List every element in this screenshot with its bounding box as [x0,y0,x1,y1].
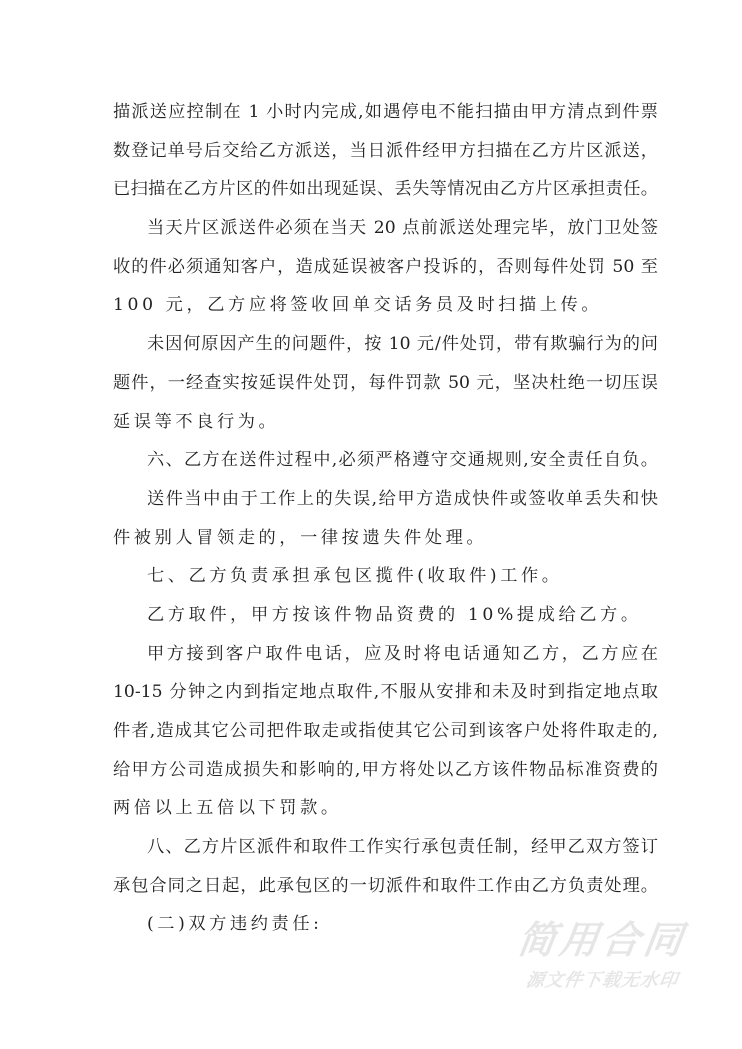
text-line: 收的件必须通知客户，造成延误被客户投诉的，否则每件处罚 50 至 [113,256,658,277]
text-line: 100 元，乙方应将签收回单交话务员及时扫描上传。 [113,295,603,316]
text-line: 当天片区派送件必须在当天 20 点前派送处理完毕，放门卫处签 [147,218,658,239]
section-heading-six: 六、乙方在送件过程中,必须严格遵守交通规则,安全责任自负。 [147,450,658,471]
text-line: 描派送应控制在 1 小时内完成,如遇停电不能扫描由甲方清点到件票 [113,102,658,122]
text-line: 10-15 分钟之内到指定地点取件,不服从安排和未及时到指定地点取 [113,682,658,703]
text-line: 件被别人冒领走的，一律按遗失件处理。 [113,527,488,548]
text-line: 乙方取件，甲方按该件物品资费的 10%提成给乙方。 [147,604,642,625]
text-line: 已扫描在乙方片区的件如出现延误、丢失等情况由乙方片区承担责任。 [113,179,658,200]
text-line: 承包合同之日起，此承包区的一切派件和取件工作由乙方负责处理。 [113,875,658,896]
text-line: 给甲方公司造成损失和影响的,甲方将处以乙方该件物品标准资费的 [113,759,658,780]
text-line: 题件，一经查实按延误件处罚，每件罚款 50 元，坚决杜绝一切压误 [113,372,658,393]
subsection-heading-breach-liability: (二)双方违约责任: [147,914,323,935]
text-line: 件者,造成其它公司把件取走或指使其它公司到该客户处将件取走的, [113,721,658,741]
text-line: 两倍以上五倍以下罚款。 [113,798,342,819]
text-line: 未因何原因产生的问题件，按 10 元/件处罚，带有欺骗行为的问 [147,334,658,355]
watermark-logo [512,918,692,996]
text-line: 甲方接到客户取件电话，应及时将电话通知乙方，乙方应在 [147,643,658,664]
section-heading-eight: 八、乙方片区派件和取件工作实行承包责任制，经甲乙双方签订 [147,837,658,858]
contract-body-text [113,93,658,944]
watermark-title: 简用合同 [514,918,690,962]
watermark-subtitle: 源文件下载无水印 [524,970,680,991]
text-line: 送件当中由于工作上的失误,给甲方造成快件或签收单丢失和快 [147,488,658,509]
text-line: 延误等不良行为。 [113,411,280,432]
section-heading-seven: 七、乙方负责承担承包区揽件(收取件)工作。 [147,566,563,587]
text-line: 数登记单号后交给乙方派送，当日派件经甲方扫描在乙方片区派送， [113,140,658,161]
